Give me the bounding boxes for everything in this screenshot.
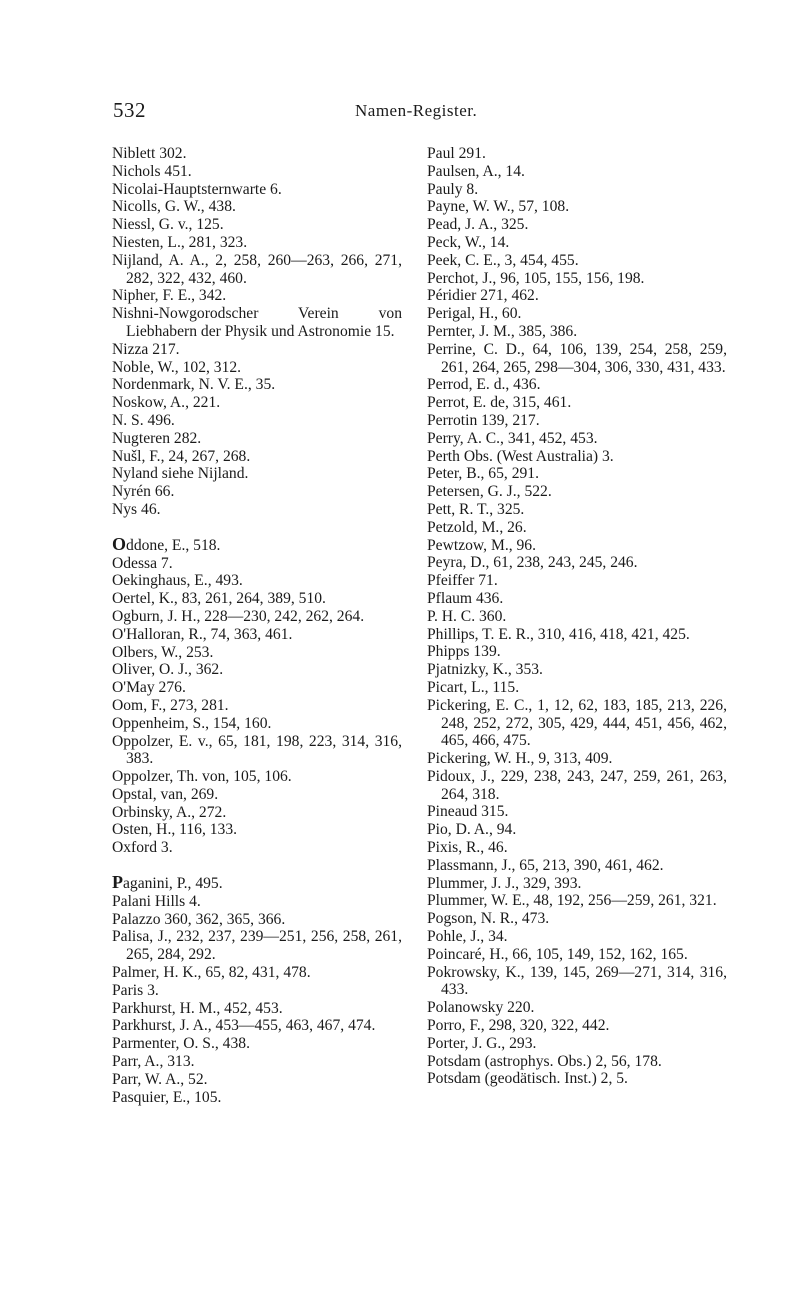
- index-entry: Plummer, W. E., 48, 192, 256—259, 261, 321.: [427, 892, 717, 910]
- page-number: 532: [113, 98, 146, 122]
- index-entry: Odessa 7.: [112, 554, 173, 572]
- index-entry: Paris 3.: [112, 981, 159, 999]
- index-entry: Oekinghaus, E., 493.: [112, 572, 243, 590]
- index-entry: Pio, D. A., 94.: [427, 821, 517, 839]
- index-entry: Oliver, O. J., 362.: [112, 661, 224, 679]
- index-entry: O'Halloran, R., 74, 363, 461.: [112, 625, 293, 643]
- index-entry: Niblett 302.: [112, 145, 187, 162]
- index-entry: Palazzo 360, 362, 365, 366.: [112, 910, 286, 928]
- index-entry: Nugteren 282.: [112, 429, 202, 447]
- index-entry: Niesten, L., 281, 323.: [112, 233, 248, 251]
- index-entry: Parr, W. A., 52.: [112, 1070, 208, 1088]
- index-entry: Perchot, J., 96, 105, 155, 156, 198.: [427, 269, 645, 287]
- index-entry: Paganini, P., 495.: [112, 872, 223, 893]
- index-column-right: [427, 145, 727, 1088]
- index-entry: Pfeiffer 71.: [427, 572, 498, 590]
- index-entry: Oddone, E., 518.: [112, 533, 221, 554]
- index-entry: Nušl, F., 24, 267, 268.: [112, 447, 251, 465]
- index-entry: Pohle, J., 34.: [427, 928, 508, 946]
- index-entry: Pead, J. A., 325.: [427, 216, 529, 234]
- index-entry: Nicolls, G. W., 438.: [112, 198, 236, 216]
- index-entry: Perigal, H., 60.: [427, 305, 522, 323]
- index-entry: Phillips, T. E. R., 310, 416, 418, 421, 425.: [427, 625, 690, 643]
- index-entry: Palmer, H. K., 65, 82, 431, 478.: [112, 964, 311, 982]
- index-entry: Peter, B., 65, 291.: [427, 465, 539, 483]
- index-entry: Pickering, E. C., 1, 12, 62, 183, 185, 213, 226, 248, 252, 272, 305, 429, 444, 451, 456, 462, 465, 466, 475.: [427, 696, 727, 750]
- index-entry: Nipher, F. E., 342.: [112, 287, 227, 305]
- index-entry: Pjatnizky, K., 353.: [427, 661, 543, 679]
- index-entry: Oppenheim, S., 154, 160.: [112, 714, 272, 732]
- index-entry: Perrotin 139, 217.: [427, 411, 540, 429]
- index-entry: Oom, F., 273, 281.: [112, 696, 229, 714]
- index-entry: Petzold, M., 26.: [427, 518, 527, 536]
- index-entry: Paulsen, A., 14.: [427, 162, 525, 180]
- index-entry: Nijland, A. A., 2, 258, 260—263, 266, 271, 282, 322, 432, 460.: [112, 251, 402, 287]
- index-entry: Pickering, W. H., 9, 313, 409.: [427, 750, 613, 768]
- index-entry: Peek, C. E., 3, 454, 455.: [427, 251, 579, 269]
- index-entry: Osten, H., 116, 133.: [112, 821, 238, 839]
- index-entry: Plummer, J. J., 329, 393.: [427, 874, 582, 892]
- index-entry: Nyrén 66.: [112, 483, 175, 501]
- index-entry: Palani Hills 4.: [112, 892, 201, 910]
- index-entry: Olbers, W., 253.: [112, 643, 214, 661]
- index-entry: Pasquier, E., 105.: [112, 1088, 222, 1106]
- index-entry: Pauly 8.: [427, 180, 479, 198]
- index-entry: Oertel, K., 83, 261, 264, 389, 510.: [112, 590, 326, 608]
- index-entry: Pidoux, J., 229, 238, 243, 247, 259, 261, 263, 264, 318.: [427, 767, 727, 803]
- index-entry: Pineaud 315.: [427, 803, 509, 821]
- index-entry: Peck, W., 14.: [427, 233, 510, 251]
- index-entry: Picart, L., 115.: [427, 678, 520, 696]
- index-entry: N. S. 496.: [112, 411, 175, 429]
- index-entry: Parkhurst, H. M., 452, 453.: [112, 999, 283, 1017]
- index-entry: O'May 276.: [112, 679, 186, 697]
- index-column-left: [112, 145, 402, 1106]
- index-entry: Pixis, R., 46.: [427, 839, 508, 857]
- index-entry: Peyra, D., 61, 238, 243, 245, 246.: [427, 554, 638, 572]
- index-entry: Porro, F., 298, 320, 322, 442.: [427, 1017, 610, 1035]
- index-entry: Phipps 139.: [427, 643, 501, 661]
- index-entry: Paul 291.: [427, 145, 486, 162]
- index-entry: Nys 46.: [112, 500, 161, 518]
- index-entry: Potsdam (geodätisch. Inst.) 2, 5.: [427, 1070, 628, 1088]
- index-entry: Oppolzer, E. v., 65, 181, 198, 223, 314, 316, 383.: [112, 732, 402, 768]
- index-entry: Nicolai-Hauptsternwarte 6.: [112, 180, 282, 198]
- index-entry: Palisa, J., 232, 237, 239—251, 256, 258, 261, 265, 284, 292.: [112, 928, 402, 964]
- index-entry: Parkhurst, J. A., 453—455, 463, 467, 474.: [112, 1017, 376, 1035]
- index-entry: Opstal, van, 269.: [112, 785, 219, 803]
- index-entry: Nordenmark, N. V. E., 35.: [112, 376, 276, 394]
- running-head: Namen-Register.: [355, 101, 478, 120]
- index-entry: Perth Obs. (West Australia) 3.: [427, 447, 614, 465]
- index-entry: Noble, W., 102, 312.: [112, 358, 242, 376]
- index-entry: Pett, R. T., 325.: [427, 500, 525, 518]
- index-entry: Orbinsky, A., 272.: [112, 803, 227, 821]
- index-entry: Perrod, E. d., 436.: [427, 376, 541, 394]
- index-entry: Perrine, C. D., 64, 106, 139, 254, 258, 259, 261, 264, 265, 298—304, 306, 330, 431, 433.: [427, 340, 727, 376]
- index-entry: Perry, A. C., 341, 452, 453.: [427, 429, 598, 447]
- index-entry: Noskow, A., 221.: [112, 394, 221, 412]
- index-entry: Nyland siehe Nijland.: [112, 465, 249, 483]
- index-entry: Niessl, G. v., 125.: [112, 216, 224, 234]
- index-entry: Pogson, N. R., 473.: [427, 910, 550, 928]
- index-entry: Petersen, G. J., 522.: [427, 483, 552, 501]
- index-entry: Ogburn, J. H., 228—230, 242, 262, 264.: [112, 607, 365, 625]
- index-entry: Parr, A., 313.: [112, 1053, 195, 1071]
- index-entry: Péridier 271, 462.: [427, 287, 539, 305]
- index-entry: Plassmann, J., 65, 213, 390, 461, 462.: [427, 856, 664, 874]
- index-entry: Oxford 3.: [112, 839, 173, 857]
- index-entry: Nizza 217.: [112, 340, 180, 358]
- index-entry: Pokrowsky, K., 139, 145, 269—271, 314, 316, 433.: [427, 963, 727, 999]
- index-entry: Pewtzow, M., 96.: [427, 536, 537, 554]
- index-entry: Potsdam (astrophys. Obs.) 2, 56, 178.: [427, 1052, 662, 1070]
- index-entry: Perrot, E. de, 315, 461.: [427, 394, 572, 412]
- index-entry: Nichols 451.: [112, 162, 192, 180]
- index-entry: Poincaré, H., 66, 105, 149, 152, 162, 165.: [427, 945, 688, 963]
- index-entry: Polanowsky 220.: [427, 999, 535, 1017]
- index-entry: Parmenter, O. S., 438.: [112, 1035, 250, 1053]
- index-entry: Nishni-Nowgorodscher Verein von Liebhabern der Physik und Astronomie 15.: [112, 305, 402, 340]
- index-entry: Payne, W. W., 57, 108.: [427, 198, 570, 216]
- index-entry: Oppolzer, Th. von, 105, 106.: [112, 768, 292, 786]
- index-entry: Pflaum 436.: [427, 589, 504, 607]
- index-entry: Pernter, J. M., 385, 386.: [427, 322, 578, 340]
- index-entry: P. H. C. 360.: [427, 607, 507, 625]
- index-entry: Porter, J. G., 293.: [427, 1034, 537, 1052]
